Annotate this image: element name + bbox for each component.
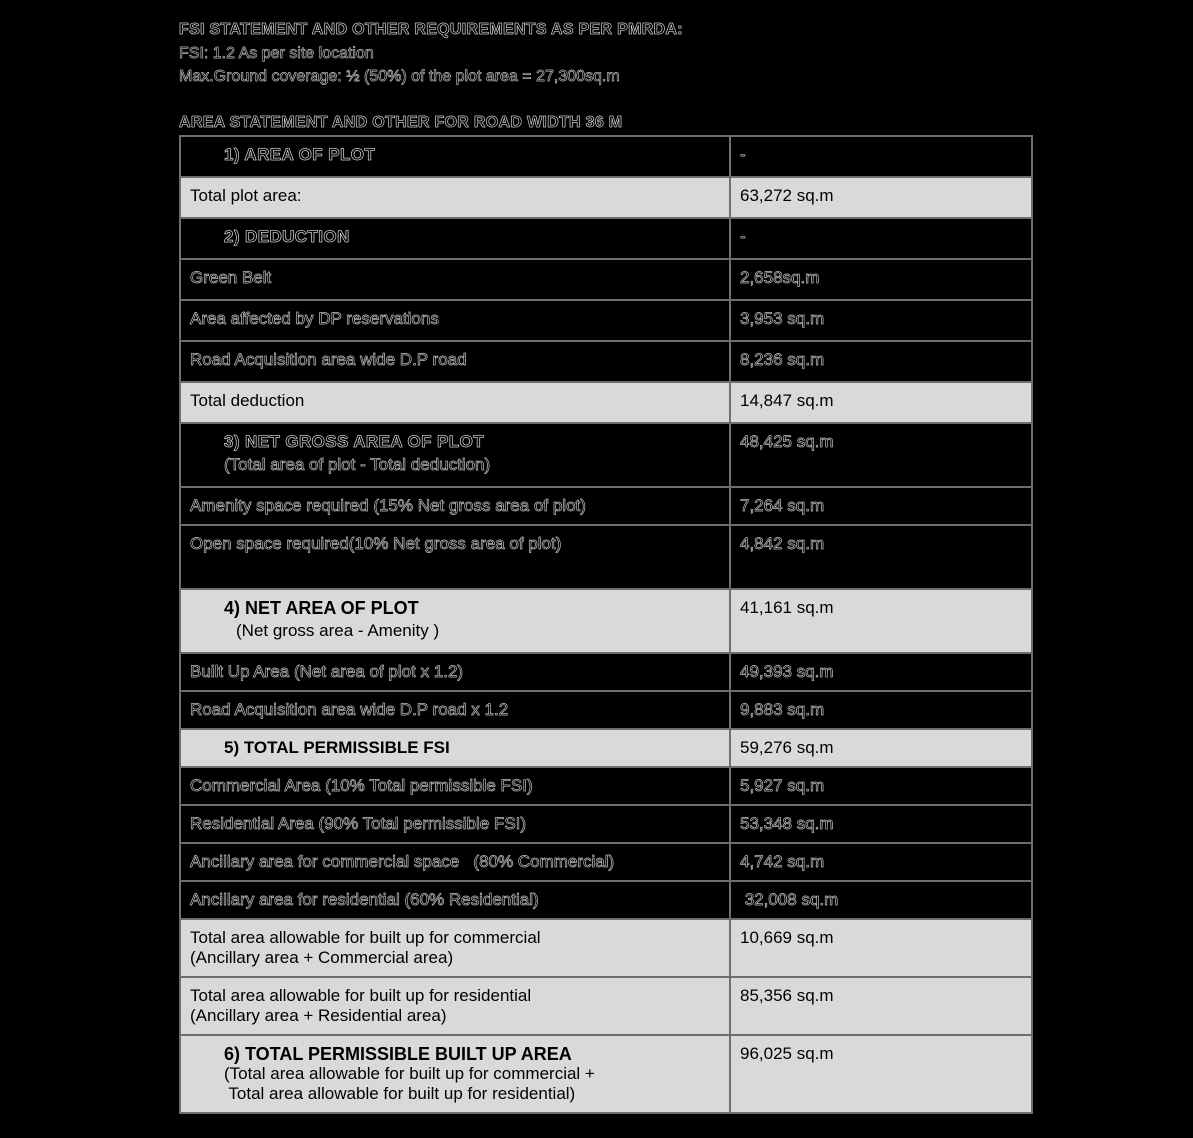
row-value: 63,272 sq.m <box>730 177 1032 218</box>
row-label: 1) AREA OF PLOT <box>180 136 730 177</box>
row-label: Residential Area (90% Total permissible FSI) <box>180 805 730 843</box>
row-label: Total area allowable for built up for residential (Ancillary area + Residential area) <box>180 977 730 1035</box>
row-label: Road Acquisition area wide D.P road x 1.2 <box>180 691 730 729</box>
row-value: 53,348 sq.m <box>730 805 1032 843</box>
row-value: 4,842 sq.m <box>730 525 1032 589</box>
row-label: 6) TOTAL PERMISSIBLE BUILT UP AREA (Total area allowable for built up for commercial + Total area allowable for built up for residential) <box>180 1035 730 1113</box>
row-label: Total plot area: <box>180 177 730 218</box>
row-value: 8,236 sq.m <box>730 341 1032 382</box>
row-value: 49,393 sq.m <box>730 653 1032 691</box>
table-row <box>180 423 1032 487</box>
document-title: FSI STATEMENT AND OTHER REQUIREMENTS AS PER PMRDA: <box>179 21 683 38</box>
row-label: Open space required(10% Net gross area of plot) <box>180 525 730 589</box>
row-value: 4,742 sq.m <box>730 843 1032 881</box>
row-value: 96,025 sq.m <box>730 1035 1032 1113</box>
row-value: 7,264 sq.m <box>730 487 1032 525</box>
row-label: Built Up Area (Net area of plot x 1.2) <box>180 653 730 691</box>
row-value: 85,356 sq.m <box>730 977 1032 1035</box>
row-value: - <box>730 136 1032 177</box>
row-value: 3,953 sq.m <box>730 300 1032 341</box>
table-row <box>180 691 1032 729</box>
table-row <box>180 653 1032 691</box>
row-label: Total deduction <box>180 382 730 423</box>
table-row <box>180 729 1032 767</box>
row-value: 48,425 sq.m <box>730 423 1032 487</box>
row-value: 32,008 sq.m <box>730 881 1032 919</box>
table-row <box>180 382 1032 423</box>
row-label: Total area allowable for built up for commercial (Ancillary area + Commercial area) <box>180 919 730 977</box>
row-value: 59,276 sq.m <box>730 729 1032 767</box>
table-row <box>180 300 1032 341</box>
row-label: Commercial Area (10% Total permissible FSI) <box>180 767 730 805</box>
row-label: 5) TOTAL PERMISSIBLE FSI <box>180 729 730 767</box>
table-row <box>180 259 1032 300</box>
table-row <box>180 767 1032 805</box>
row-label: Ancillary area for residential (60% Residential) <box>180 881 730 919</box>
row-value: - <box>730 218 1032 259</box>
table-row <box>180 977 1032 1035</box>
table-row <box>180 805 1032 843</box>
row-label: Amenity space required (15% Net gross area of plot) <box>180 487 730 525</box>
table-row <box>180 919 1032 977</box>
row-value: 5,927 sq.m <box>730 767 1032 805</box>
table-row <box>180 341 1032 382</box>
row-value: 2,658sq.m <box>730 259 1032 300</box>
row-label: Ancillary area for commercial space (80% Commercial) <box>180 843 730 881</box>
row-value: 9,883 sq.m <box>730 691 1032 729</box>
table-row <box>180 525 1032 589</box>
row-label: Road Acquisition area wide D.P road <box>180 341 730 382</box>
row-value: 41,161 sq.m <box>730 589 1032 653</box>
area-statement-table <box>179 135 1033 1114</box>
table-row <box>180 487 1032 525</box>
table-row <box>180 1035 1032 1113</box>
table-row <box>180 136 1032 177</box>
row-label: Green Belt <box>180 259 730 300</box>
fsi-line: FSI: 1.2 As per site location <box>179 45 374 62</box>
row-label: 2) DEDUCTION <box>180 218 730 259</box>
table-row <box>180 589 1032 653</box>
table-row <box>180 177 1032 218</box>
row-label: 4) NET AREA OF PLOT (Net gross area - Amenity ) <box>180 589 730 653</box>
table-row <box>180 218 1032 259</box>
table-row <box>180 881 1032 919</box>
row-value: 10,669 sq.m <box>730 919 1032 977</box>
ground-coverage-line: Max.Ground coverage: ½ (50%) of the plot area = 27,300sq.m <box>179 68 620 85</box>
table-row <box>180 843 1032 881</box>
row-label: Area affected by DP reservations <box>180 300 730 341</box>
area-statement-title: AREA STATEMENT AND OTHER FOR ROAD WIDTH 36 M <box>179 114 623 131</box>
row-label: 3) NET GROSS AREA OF PLOT (Total area of plot - Total deduction) <box>180 423 730 487</box>
row-value: 14,847 sq.m <box>730 382 1032 423</box>
